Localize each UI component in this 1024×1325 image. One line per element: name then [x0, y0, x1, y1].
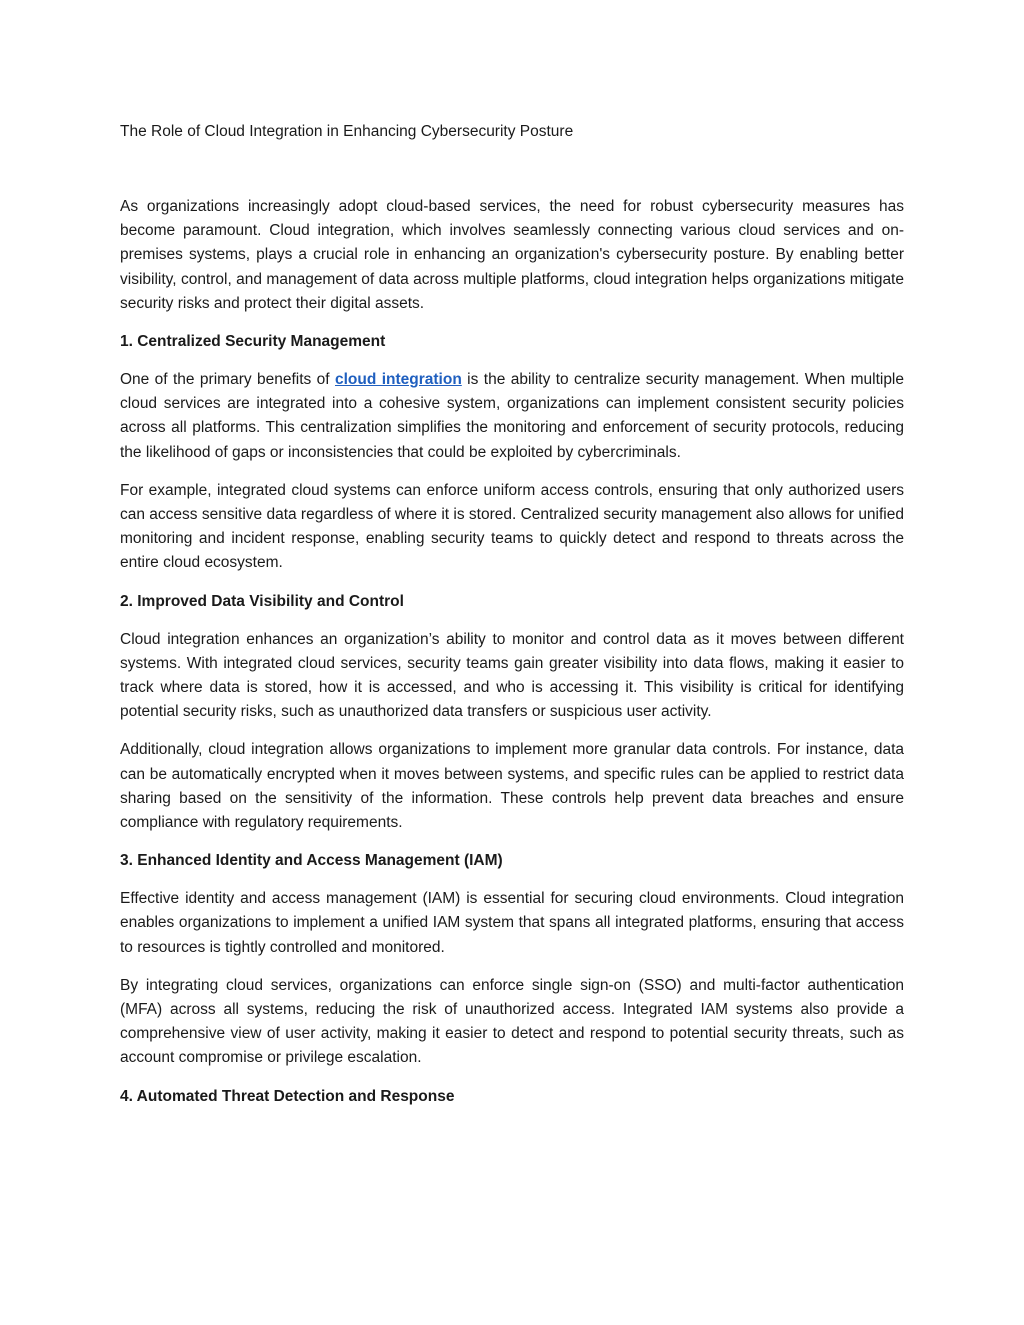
- section-2-paragraph-1: Cloud integration enhances an organization’s ability to monitor and control data as it moves between different systems. With integrated cloud services, security teams gain greater visibility into data flows, making it easier to track where data is stored, how it is accessed, and who is accessing it. This visibility is critical for identifying potential security risks, such as unauthorized data transfers or suspicious user activity.: [120, 630, 904, 721]
- section-1-paragraph-2: For example, integrated cloud systems can enforce uniform access controls, ensuring that only authorized users can access sensitive data regardless of where it is stored. Centralized security management also allows for unified monitoring and incident response, enabling security teams to quickly detect and respond to threats across the entire cloud ecosystem.: [120, 481, 904, 572]
- section-3-paragraph-1: Effective identity and access management (IAM) is essential for securing cloud environments. Cloud integration enables organizations to implement a unified IAM system that spans all integrated platforms, ensuring that access to resources is tightly controlled and monitored.: [120, 890, 904, 956]
- section-heading-iam: 3. Enhanced Identity and Access Management (IAM): [120, 852, 503, 870]
- section-2-paragraph-2: Additionally, cloud integration allows organizations to implement more granular data controls. For instance, data can be automatically encrypted when it moves between systems, and specific rules can be applied to restrict data sharing based on the sensitivity of the information. These controls help prevent data breaches and ensure compliance with regulatory requirements.: [120, 741, 904, 832]
- paragraph-text: is the ability to centralize security management. When multiple cloud services are integrated into a cohesive system, organizations can implement consistent security policies across all platforms. This centralization simplifies the monitoring and enforcement of security protocols, reducing the likelihood of gaps or inconsistencies that could be exploited by cybercriminals.: [120, 371, 904, 461]
- document-title: The Role of Cloud Integration in Enhancing Cybersecurity Posture: [120, 123, 574, 140]
- intro-paragraph: As organizations increasingly adopt cloud-based services, the need for robust cybersecurity measures has become paramount. Cloud integration, which involves seamlessly connecting various cloud services and on-premises systems, plays a crucial role in enhancing an organization's cybersecurity posture. By enabling better visibility, control, and management of data across multiple platforms, cloud integration helps organizations mitigate security risks and protect their digital assets.: [120, 198, 904, 312]
- section-1-paragraph-1: [120, 368, 904, 465]
- section-heading-data-visibility: 2. Improved Data Visibility and Control: [120, 592, 404, 610]
- section-heading-threat-detection: 4. Automated Threat Detection and Response: [120, 1087, 455, 1105]
- section-3-paragraph-2: By integrating cloud services, organizations can enforce single sign-on (SSO) and multi-factor authentication (MFA) across all systems, reducing the risk of unauthorized access. Integrated IAM systems also provide a comprehensive view of user activity, making it easier to detect and respond to potential security threats, such as account compromise or privilege escalation.: [120, 976, 904, 1067]
- section-heading-centralized-security: 1. Centralized Security Management: [120, 333, 386, 351]
- paragraph-text: One of the primary benefits of: [120, 371, 335, 389]
- cloud-integration-link[interactable]: cloud integration: [334, 371, 462, 389]
- document-body: [120, 195, 904, 1123]
